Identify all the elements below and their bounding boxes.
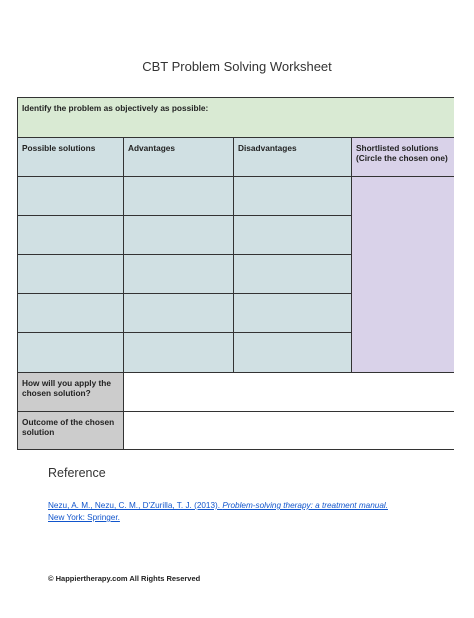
page-title: CBT Problem Solving Worksheet: [142, 59, 332, 74]
column-header-shortlisted-solutions: Shortlisted solutions (Circle the chosen one): [352, 138, 454, 177]
citation-title: Problem-solving therapy: a treatment manual.: [222, 501, 388, 510]
possible-solution-cell[interactable]: [18, 255, 124, 294]
possible-solution-cell[interactable]: [18, 177, 124, 216]
possible-solution-cell[interactable]: [18, 294, 124, 333]
worksheet-table: [17, 97, 454, 450]
column-header-advantages: Advantages: [124, 138, 234, 177]
reference-heading: Reference: [48, 466, 106, 480]
advantages-cell[interactable]: [124, 333, 234, 373]
advantages-cell[interactable]: [124, 216, 234, 255]
apply-solution-field[interactable]: [124, 373, 454, 412]
disadvantages-cell[interactable]: [234, 177, 352, 216]
identify-problem-label: Identify the problem as objectively as possible:: [22, 103, 209, 113]
advantages-cell[interactable]: [124, 255, 234, 294]
disadvantages-cell[interactable]: [234, 294, 352, 333]
possible-solution-cell[interactable]: [18, 333, 124, 373]
advantages-cell[interactable]: [124, 294, 234, 333]
outcome-field[interactable]: [124, 412, 454, 449]
shortlisted-solutions-area[interactable]: [352, 177, 454, 373]
column-header-disadvantages: Disadvantages: [234, 138, 352, 177]
apply-solution-label: How will you apply the chosen solution?: [18, 373, 124, 412]
citation-publisher: New York: Springer.: [48, 513, 120, 522]
possible-solution-cell[interactable]: [18, 216, 124, 255]
reference-link[interactable]: [48, 500, 428, 524]
citation-authors: Nezu, A. M., Nezu, C. M., D'Zurilla, T. J. (2013).: [48, 501, 223, 510]
identify-problem-field[interactable]: [18, 98, 454, 138]
disadvantages-cell[interactable]: [234, 255, 352, 294]
disadvantages-cell[interactable]: [234, 216, 352, 255]
advantages-cell[interactable]: [124, 177, 234, 216]
outcome-label: Outcome of the chosen solution: [18, 412, 124, 449]
disadvantages-cell[interactable]: [234, 333, 352, 373]
column-header-possible-solutions: Possible solutions: [18, 138, 124, 177]
copyright-footer: © Happiertherapy.com All Rights Reserved: [48, 574, 201, 583]
